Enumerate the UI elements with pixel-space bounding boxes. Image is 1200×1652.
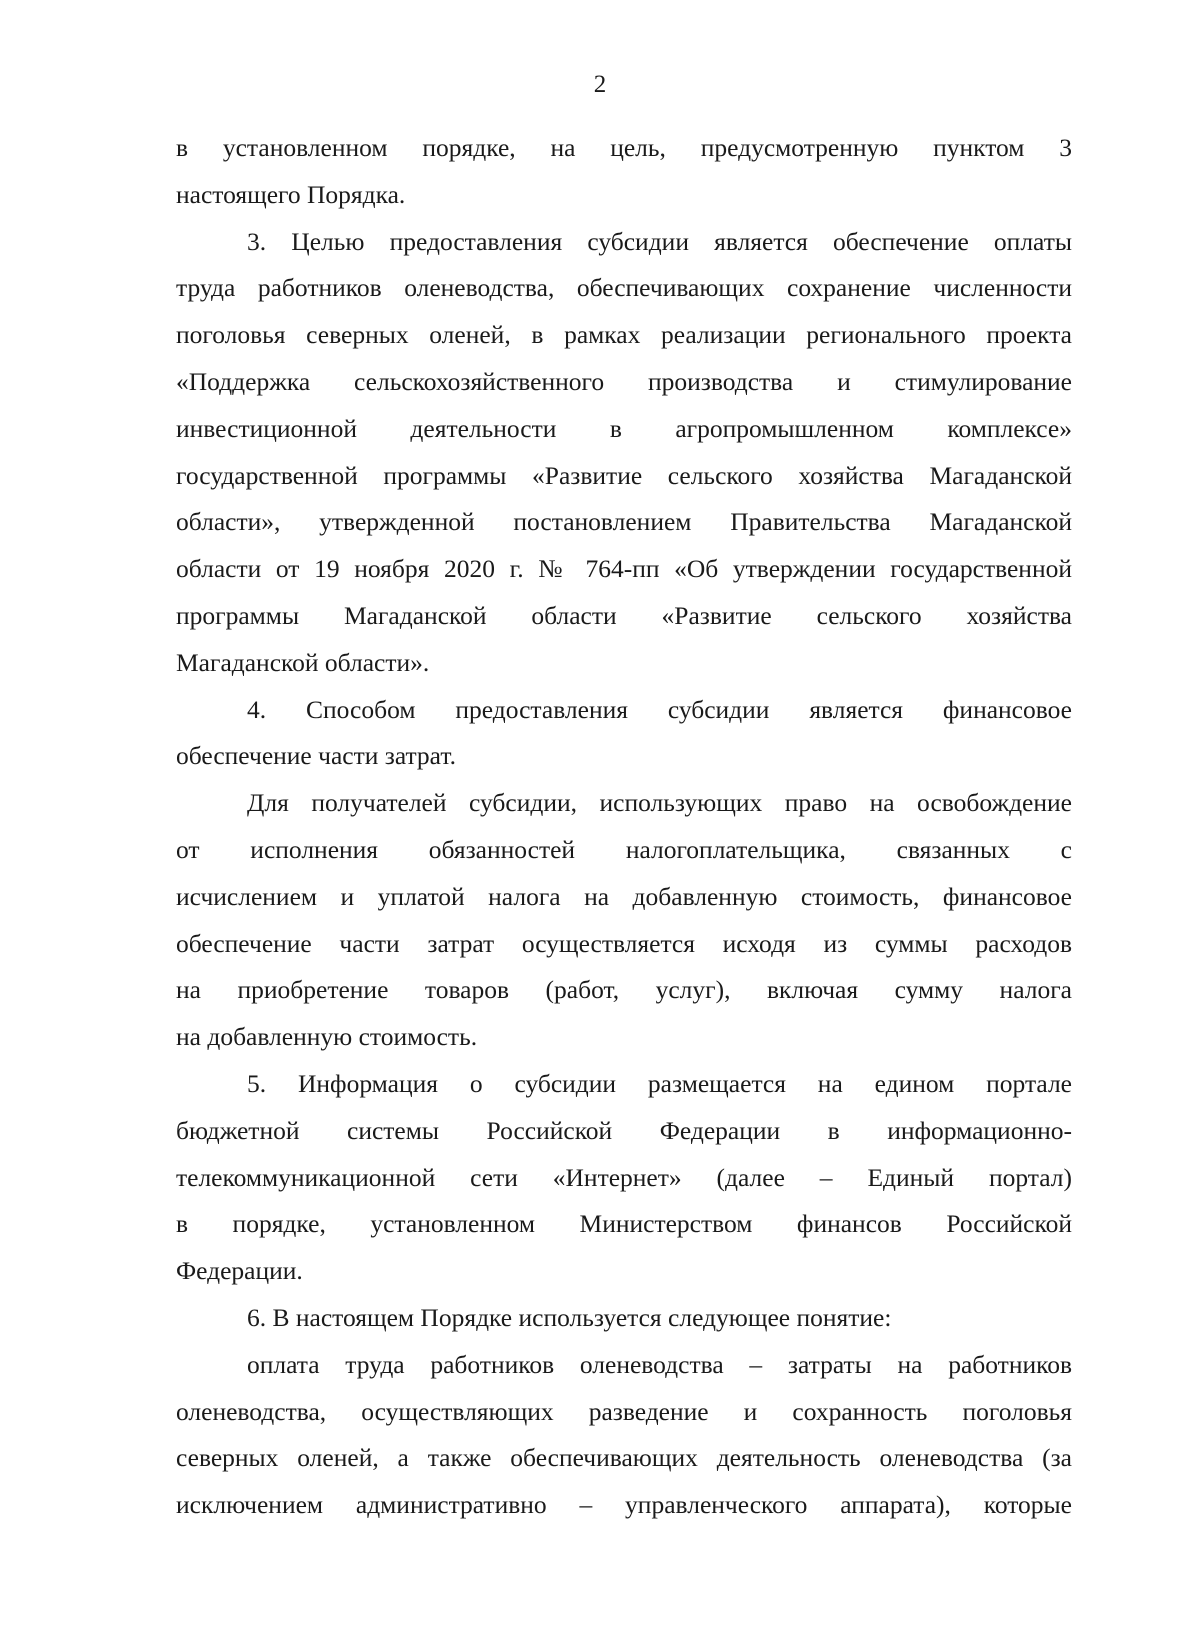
text-line: оплата труда работников оленеводства – затраты на работников bbox=[247, 1349, 1072, 1379]
text-line: труда работников оленеводства, обеспечивающих сохранение численности bbox=[176, 273, 1072, 303]
text-line: обеспечение части затрат. bbox=[176, 741, 456, 771]
text-line: от исполнения обязанностей налогоплательщика, связанных с bbox=[176, 834, 1072, 864]
text-line: 6. В настоящем Порядке используется следующее понятие: bbox=[247, 1302, 892, 1332]
text-line: государственной программы «Развитие сельского хозяйства Магаданской bbox=[176, 460, 1072, 490]
text-line: программы Магаданской области «Развитие сельского хозяйства bbox=[176, 600, 1072, 630]
text-line: «Поддержка сельскохозяйственного производства и стимулирование bbox=[176, 366, 1072, 396]
text-line: области», утвержденной постановлением Правительства Магаданской bbox=[176, 507, 1072, 537]
text-line: северных оленей, а также обеспечивающих деятельность оленеводства (за bbox=[176, 1443, 1072, 1473]
text-line: 5. Информация о субсидии размещается на едином портале bbox=[247, 1068, 1072, 1098]
text-line: исчислением и уплатой налога на добавленную стоимость, финансовое bbox=[176, 881, 1072, 911]
text-line: на приобретение товаров (работ, услуг), включая сумму налога bbox=[176, 975, 1072, 1005]
text-line: 4. Способом предоставления субсидии является финансовое bbox=[247, 694, 1072, 724]
text-line: 3. Целью предоставления субсидии является обеспечение оплаты bbox=[247, 226, 1072, 256]
text-line: бюджетной системы Российской Федерации в информационно- bbox=[176, 1115, 1072, 1145]
text-line: поголовья северных оленей, в рамках реализации регионального проекта bbox=[176, 320, 1072, 350]
text-line: в порядке, установленном Министерством финансов Российской bbox=[176, 1209, 1072, 1239]
text-line: оленеводства, осуществляющих разведение и сохранность поголовья bbox=[176, 1396, 1072, 1426]
text-line: телекоммуникационной сети «Интернет» (далее – Единый портал) bbox=[176, 1162, 1072, 1192]
text-line: исключением административно – управленческого аппарата), которые bbox=[176, 1490, 1072, 1520]
page-number: 2 bbox=[593, 71, 607, 98]
text-line: настоящего Порядка. bbox=[176, 179, 406, 209]
text-line: инвестиционной деятельности в агропромышленном комплексе» bbox=[176, 413, 1072, 443]
document-body bbox=[176, 125, 1072, 1529]
text-line: в установленном порядке, на цель, предусмотренную пунктом 3 bbox=[176, 133, 1072, 162]
text-line: на добавленную стоимость. bbox=[176, 1022, 478, 1052]
text-line: области от 19 ноября 2020 г. № 764-пп «Об утверждении государственной bbox=[176, 554, 1072, 584]
text-line: обеспечение части затрат осуществляется исходя из суммы расходов bbox=[176, 928, 1072, 958]
text-line: Магаданской области». bbox=[176, 647, 430, 677]
text-line: Федерации. bbox=[176, 1256, 303, 1286]
text-line: Для получателей субсидии, использующих право на освобождение bbox=[247, 788, 1072, 818]
